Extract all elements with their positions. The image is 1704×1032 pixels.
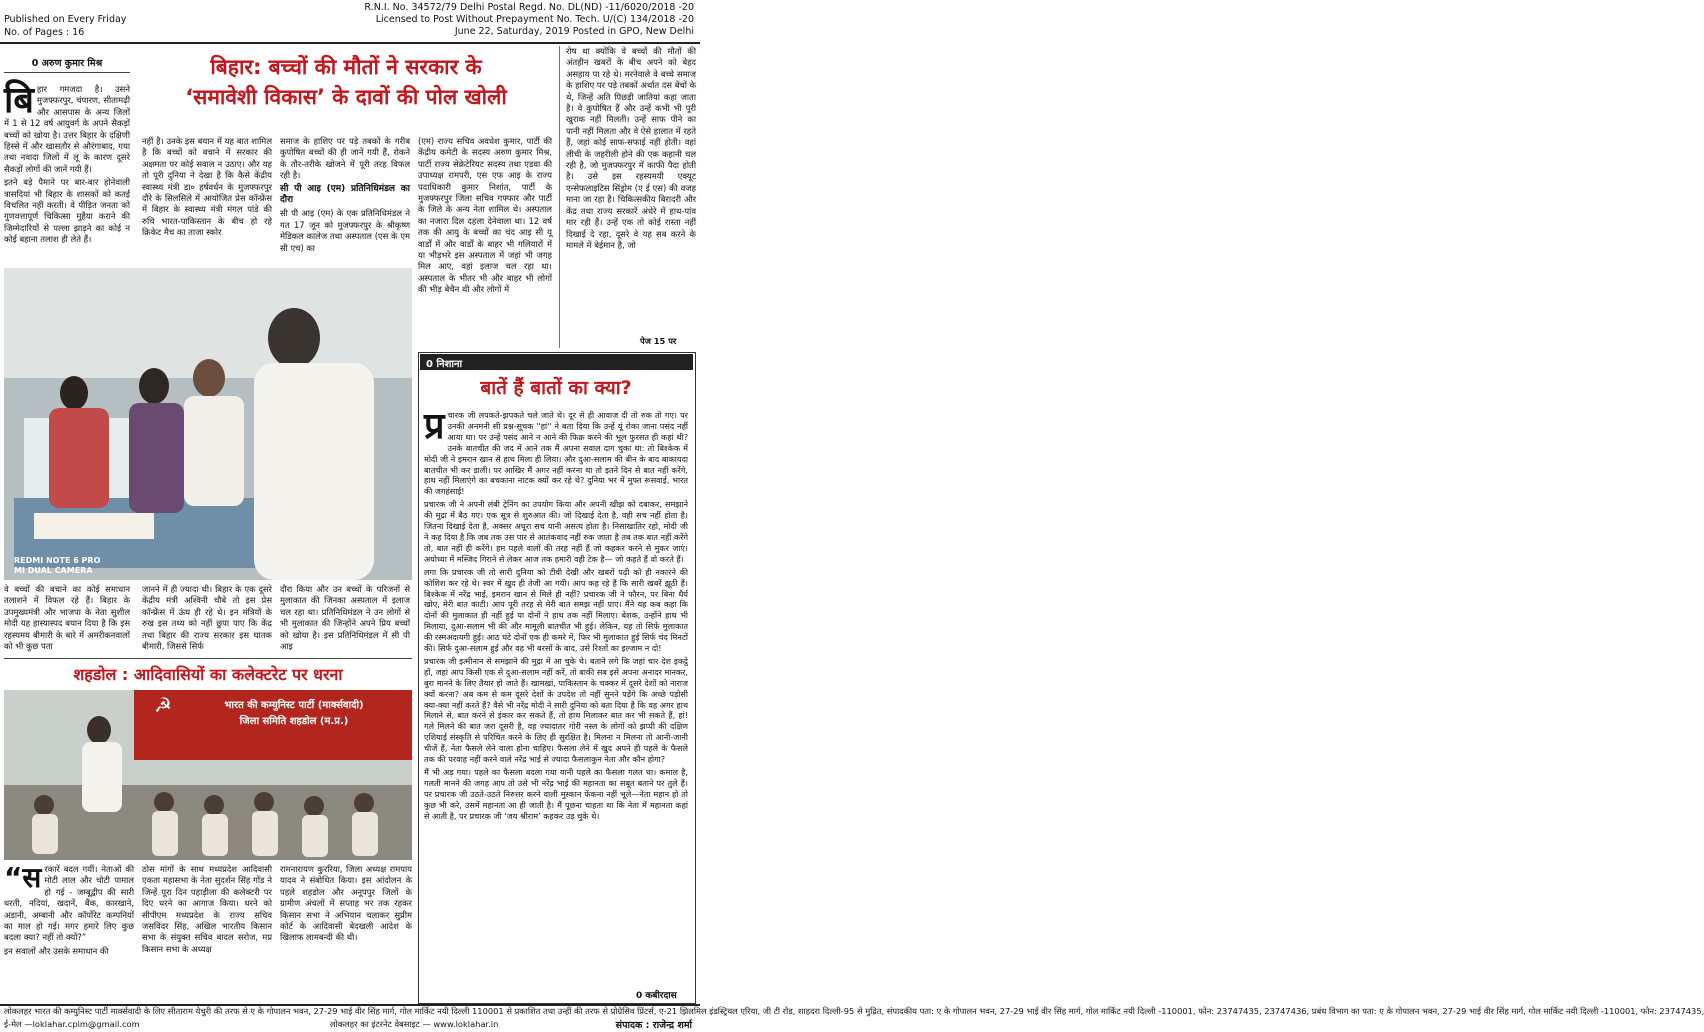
photo-watermark-line2: MI DUAL CAMERA xyxy=(14,566,93,575)
article1-dropcap: बि xyxy=(4,80,34,121)
article1-headline-line2: ‘समावेशी विकास’ के दावों की पोल खोली xyxy=(185,85,507,109)
article3-dropcap: प्र xyxy=(424,406,445,447)
article1-col1-lead: हार गमजदा है। उसने मुजफ्फरपुर, चंपारण, सीतामढ़ी और आसपास के अन्य जिलों में 1 से 12 वर्ष आयुवर्ग के अपने सैकड़ों बच्चों को खोया है। उत्तर बिहार के दक्षिणी हिस्से में और खासतौर से औरंगाबाद, गया तथा नवादा जिलों में लू के कारण दूसरे सैकड़ों लोगों की जानें गयी हैं। xyxy=(4,84,130,174)
article1-col1 xyxy=(4,80,130,264)
article1-byline: 0 अरुण कुमार मिश्र xyxy=(31,58,103,69)
article1-col3 xyxy=(280,136,410,264)
article3-headline: बातें हैं बातों का क्या? xyxy=(480,377,632,399)
dharna-banner-line2: जिला समिति शहडोल (म.प्र.) xyxy=(239,716,349,727)
article1-col3-subhead: सी पी आइ (एम) प्रतिनिधिमंडल का दौरा xyxy=(280,183,410,206)
article3-body xyxy=(424,406,688,984)
article1-col1-p2: इतने बड़े पैमाने पर बार-बार होनेवाली त्रासदियां भी बिहार के शासकों को कतई विचलित नहीं करती। वे पीड़ित जनता को गुणवत्तापूर्ण चिकित्सा मुहैया कराने की जिम्मेदारियों से पल्ला झाड़ने का कोई न कोई बहाना तलाश ही लेते हैं। xyxy=(4,177,130,245)
footer-web: लोकलहर का इंटरनेट वेबसाइट — www.loklahar.in xyxy=(330,1019,499,1029)
photo-watermark xyxy=(14,556,100,576)
page-count: No. of Pages : 16 xyxy=(4,27,85,38)
nishana-label: 0 निशाना xyxy=(426,359,463,370)
article1-col4-text: (एम) राज्य सचिव अवधेश कुमार, पार्टी की केंद्रीय कमेटी के सदस्य अरुण कुमार मिश्र, पार्टी राज्य सेक्रेटेरियट सदस्य तथा एडवा की उपाध्यक्ष रामपरी, एस एफ आइ के राज्य पदाधिकारी कुमार निशांत, पार्टी के मुजफ्फरपुर जिला सचिव गफ्फार और पार्टी के जिले के अन्य नेता शामिल थे। अस्पताल का नजारा दिल दहला देनेवाला था। 12 वर्ष तक की आयु के बच्चों का चंद आइ सी यू वार्डों में और वार्डों के बाहर भी गलियारों में या भीड़भरे इस अस्पताल में जहां भी जगह मिल आए, वहां इलाज चल रहा था। अस्पताल के भीतर भी और बाहर भी लोगों की भीड़ बेचैन थी और लोगों में xyxy=(418,136,552,295)
article2-dropcap: “स xyxy=(4,861,42,894)
footer-email: ई-मेल —loklahar.cpim@gmail.com xyxy=(4,1019,140,1029)
article1-lower-col2 xyxy=(142,584,272,654)
date-line: June 22, Saturday, 2019 Posted in GPO, New Delhi xyxy=(454,26,694,37)
license-line: Licensed to Post Without Prepayment No. Tech. U/(C) 134/2018 -20 xyxy=(375,14,694,25)
article1-lower-col1-text: वे बच्चों की बचाने का कोई समाधान तलाशने में विफल रहे हैं। बिहार के उपमुख्यमंत्री और भाजपा के नेता सुशील मोदी यह हास्यास्पद बयान दिया है कि इस रहस्यमय बीमारी के बारे में अमरीकनवालों को भी कुछ पता xyxy=(4,584,130,652)
article1-col2-text: नहीं है। उनके इस बयान में यह बात शामिल है कि बच्चों को बचाने में सरकार की अक्षमता पर कोई सवाल न उठाए। और यह तो पूरी दुनिया ने देखा है कि कैसे केंद्रीय स्वास्थ्य मंत्री डा० हर्षवर्धन के मुजफ्फरपुर दौरे के सिलसिले में आयोजित प्रेस कॉन्फ्रेंस में बिहार के स्वास्थ्य मंत्री मंगल पांडे की रुचि भारत-पाकिस्तान के बीच हो रहे क्रिकेट मैच का ताजा स्कोर xyxy=(142,136,272,238)
article1-lower-col3-text: दौरा किया और उन बच्चों के परिजनों से मुलाकात की जिनका अस्पताल में इलाज चल रहा था। प्रतिनिधिमंडल ने उन लोगों से भी मुलाकात की जिन्होंने अपने प्रिय बच्चों को खोया है। इस प्रतिनिधिमंडल में सी पी आइ xyxy=(280,584,410,652)
dharna-banner-line1: भारत की कम्युनिस्ट पार्टी (मार्क्सवादी) xyxy=(224,700,364,711)
article3-p3: लगा कि प्रचारक जी तो सारी दुनिया को टीवी देखी और खबरों पढ़ी को ही नकारने की कोशिश कर रहे थे। स्वर में खुद ही तेजी आ गयी। आप कह रहे हैं कि सारी खबरें झूठी हैं। बिश्केक में नरेंद्र भाई, इमरान खान से मिले ही नहीं? प्रचारक जी ने फौरन, पर बिना धैर्य खोए, मेरी बात काटी। आप पूरी तरह से मेरी बात समझ नहीं पाए। मैंने यह कब कहा कि दोनों की मुलाकात ही नहीं हुई या दोनों ने हाथ तक नहीं मिलाए। बेशक, उन्होंने हाथ भी मिलाया, दुआ-सलाम भी की और मामूली बातचीत भी हुई। लेकिन, यह तो सिर्फ मुलाकात की रस्मअदायगी हुई। आठ घंटे दोनों एक ही कमरे में, फिर भी मुलाकात हुई सिर्फ चंद मिनटों की। सिर्फ दुआ-सलाम हुई और वह भी बरसों के बाद, उसे रिश्तों का इल्जाम न दो! xyxy=(424,566,688,654)
article2-col1-b: इन सवालों और उसके समाधान की xyxy=(4,945,109,956)
article3-p4: प्रचारक जी इत्मीनान से समझाने की मुद्रा में आ चुके थे। बताने लगे कि जहां चार देश इकट्ठे हों, जहां आप किसी एक से दुआ-सलाम नहीं करें, तो बाकी सब इसे अपना अनादर मानकर, बुरा मानने के लिए तैयार हो जाते हैं। खामखां, पाकिस्तान के चक्कर में दूसरे देशों को नाराज क्यों करना? अब कम से कम दूसरे देशों के उपदेश तो नहीं सुनने पड़ेंगे कि अच्छे पड़ोसी क्या-क्या नहीं करते हैं? वैसे भी नरेंद्र मोदी ने सारी दुनिया को बता दिया है कि वह अगर हाथ मिलाने से, बात करने से इंकार कर सकते हैं, तो हाथ मिलाकर बात कर भी सकते हैं, हां! गले मिलने की बात जरा दूसरी है, वह ज्यादातर गोरी नस्ल के लोगों को झप्पी की दक्षिण एशियाई संस्कृति से परिचित करने के लिए ही सुरक्षित है। मिलना न मिलना तो आनी-जानी चीजें हैं, नेता फैसले लेने वाला होना चाहिए। फैसला लेने में खुद अपने ही पहले के फैसले तक की परवाह नहीं करने वाले नरेंद्र भाई से ज्यादा फैसलाकुन नेता और कौन होगा? xyxy=(424,655,688,765)
article3-p1: चारक जी लपकते-झपकते चले जाते थे। दूर से ही आवाज दी तो रुक तो गए। पर उनकी अनमनी सी प्रश्न-सूचक ''हां'' ने बता दिया कि उन्हें यूं रोका जाना पसंद नहीं आया था। पर उन्हें पसंद आने न आने की फिक्र करने की भूल फुरसत ही कहां थी? उनके बातचीत की जद में आने तक मैं अपना सवाल दाग चुका था: तो बिश्केक में मोदी जी ने इमरान खान से हाथ मिला ही लिया। और दुआ-सलाम की बीन के बाद बाकायदा बातचीत भी कर डाली। पर आखिर मैं अगर नहीं करना था तो इतने दिन से बात नहीं करेंगे, हाथ नहीं मिलाएंगे का बचकाना नाटक क्यों कर रहे थे? दुनिया भर में मुफ्त रूसवाई, भारत की जगहंसाई! xyxy=(424,410,688,497)
article1-headline xyxy=(136,52,556,112)
rni-line: R.N.I. No. 34572/79 Delhi Postal Regd. No. DL(ND) -11/6020/2018 -20 xyxy=(364,2,694,13)
publication-frequency: Published on Every Friday xyxy=(4,14,127,25)
footer-publisher: लोकलहर भारत की कम्युनिस्ट पार्टी मार्क्सवादी के लिए सीताराम येचुरी की तरफ से ए के गोपालन भवन, 27-29 भाई वीर सिंह मार्ग, गोल मार्किट नयी दिल्ली 110001 से प्रकाशित तथा उन्हीं की तरफ से प्रोग्रेसिव प्रिंटर्स, ए-21 झिलमिल इंडस्ट्रियल एरिया, जी टी रोड, शाहदरा दिल्ली-95 से मुद्रित, संपादकीय पता: ए के गोपालन भवन, 27-29 भाई वीर सिंह मार्ग, गोल मार्किट नयी दिल्ली -110001, फोन: 23747435, 23747436, प्रबंध विभाग का पता: ए के गोपालन भवन, 27-29 भाई वीर सिंह मार्ग, गोल मार्किट नयी दिल्ली -110001, फोन: 23747435, xyxy=(4,1006,1704,1016)
article3-p5: मैं भी अड़ गया। पहले का फैसला बदला गया यानी पहले का फैसला गलत था। कमाल है, गलती मानने की जगह आप तो उसे भी नरेंद्र भाई की महानता का सबूत बताने पर तुले हैं। पर प्रचारक जी उठते-उठते निरुत्तर करने वाली मुस्कान फेंकना नहीं भूले—नेता महान हो तो कुछ भी करे, उसमें महानता आ ही जाती है। मैं पूछना चाहता था कि नेता में महानता कहां से आती है, पर प्रचारक जी ‘जय श्रीराम’ कहकर उड़ चुके थे। xyxy=(424,767,688,821)
article1-lower-col3 xyxy=(280,584,410,654)
footer-editor: संपादक : राजेन्द्र शर्मा xyxy=(615,1020,692,1031)
hospital-photo xyxy=(4,268,412,580)
article1-col3-text: समाज के हाशिए पर पड़े तबकों के गरीब कुपोषित बच्चों की ही जानें गयी हैं, रोकने के तौर-तरीके खोजने में पूरी तरह विफल रही है। xyxy=(280,136,410,181)
article1-col5 xyxy=(566,46,696,332)
article2-col3 xyxy=(280,864,412,1004)
dharna-banner xyxy=(184,698,404,730)
svg-text:☭: ☭ xyxy=(154,693,172,717)
article2-col2 xyxy=(142,864,272,1004)
article2-col1-lead: रकारें बदल गयीं। नेताओं की मोटी लाल और चोटी पामाल हो गई - जम्बूद्वीप की सारी धरती, नदियां, खदानें, बैंक, कारखाने, अडानी, अम्बानी और कॉर्पोरेट कम्पनियों का माल हो गई। मगर हमारे लिए कुछ बदला क्या? नहीं तो क्यों?” xyxy=(4,864,134,943)
article1-headline-line1: बिहार: बच्चों की मौतों ने सरकार के xyxy=(210,55,482,79)
photo-watermark-line1: REDMI NOTE 6 PRO xyxy=(14,556,101,565)
article1-lower-col2-text: जानने में ही ज्यादा थी। बिहार के एक दूसरे केंद्रीय मंत्री अश्विनी चौबे तो इस प्रेस कॉन्फ्रेंस में ऊंघ ही रहे थे। इन मंत्रियों के रुख इस तथ्य को नहीं छुपा पाए कि केंद्र तथा बिहार की राज्य सरकार इस घातक बीमारी, जिससे सिर्फ xyxy=(142,584,272,652)
article3-byline: 0 कबीरदास xyxy=(636,991,677,1001)
dharna-photo xyxy=(4,690,412,860)
article2-col2-text: ठोस मांगों के साथ मध्यप्रदेश आदिवासी एकता महासभा के नेता सुदर्शन सिंह गोंड ने जिन्हें पूरा दिन पहाड़ीला की कलेक्टरी पर दिए धरने का आगाज किया। धरने को सीपीएम मध्यप्रदेश के राज्य सचिव जसविंदर सिंह, अखिल भारतीय किसान सभा के संयुक्त सचिव बादल सरोज, मप्र किसान सभा के अध्यक्ष xyxy=(142,864,272,954)
article1-col3-b: सी पी आइ (एम) के एक प्रतिनिधिमंडल ने गत 17 जून को मुजफ्फरपुर के श्रीकृष्ण मेडिकल कालेज तथा अस्पताल (एस के एम सी एच) का xyxy=(280,208,410,253)
article1-lower-col1 xyxy=(4,584,130,654)
article1-col4 xyxy=(418,136,552,350)
article3-p2: प्रचारक जी ने अपनी लंबी ट्रेनिंग का उपयोग किया और अपनी खीझ को दबाकर, समझाने की मुद्रा में बैठ गए। एक सूत्र से शुरुआत की। जो दिखाई देता है, वही सच नहीं होता है। जितना दिखाई देता है, अक्सर अधूरा सच यानी असत्य होता है। निसाखातिर रहो, मोदी जी ने कह दिया है कि जब तक उस पार से आतंकवाद नहीं रुक जाता है तब तक बात नहीं करेंगे तो, बात नहीं ही करेंगे। हम पहले वालों की तरह नहीं हैं जो कहकर करने से मुकर जाएं। अयोध्या में मस्जिद गिराने से लेकर आज तक हमारी वही टेक है— जो कहते हैं वो करते हैं। xyxy=(424,499,688,564)
article2-col1 xyxy=(4,861,134,1004)
article1-continued-ref: पेज 15 पर xyxy=(640,336,677,346)
article1-col2 xyxy=(142,136,272,264)
article2-col3-text: रामनारायण कुररिया, जिला अध्यक्ष रामपाय यादव ने संबोधित किया। इस आंदोलन के पहले शहडोल और अनूपपुर जिलों के ग्रामीण अंचलों में सप्ताह भर तक रहकर किसान सभा ने अभियान चलाकर सुप्रीम कोर्ट के आदिवासी बेदखली आदेश के खिलाफ लामबन्दी की थी। xyxy=(280,864,412,943)
article2-headline: शहडोल : आदिवासियों का कलेक्टरेट पर धरना xyxy=(73,665,343,684)
article1-col5-text: रोष था क्योंकि वे बच्चों की मौतों की अंतहीन खबरों के बीच अपने को बेहद असहाय पा रहे थे। मरनेवाले वे बच्चे समाज के हाशिए पर पड़े तबकों अर्थात दस बेंचों के थे, जिन्हें अति पिछड़ी जातियां कहा जाता है। वे कुपोषित हैं और उन्हें कभी भी पूरी खुराक नहीं मिलती। उन्हें साफ पीने का पानी नहीं मिलता और वे ऐसे हालात में रहते हैं, जहां कोई साफ-सफाई नहीं होती। वहां लीची के जहरीली होने की एक कहानी चल रही है, जो मुजफ्फरपुर में काफी पैदा होती है। उसे इस रहस्यमयी एक्यूट एन्सेफलाइटिस सिंड्रोम (ए ई एस) की वजह माना जा रहा है। चिकित्सकीय बिरादरी और केंद्र तथा राज्य सरकारें अंधेरे में हाथ-पांव मार रही हैं। उन्हें एक तो कोई रास्ता नहीं दिखाई दे रहा, दूसरे वे यह सब करने के मामले में बेईमान है, जो xyxy=(566,46,696,250)
